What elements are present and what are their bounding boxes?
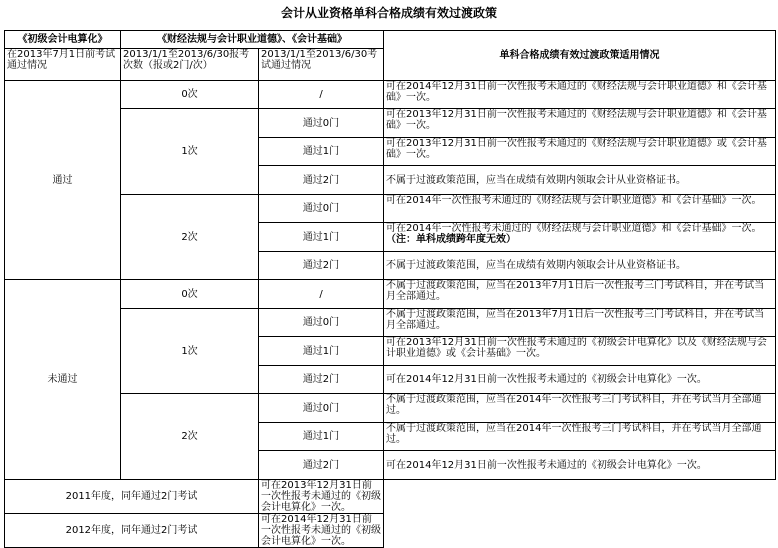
pass-count-cell: 通过2门	[259, 366, 384, 394]
times-cell: 1次	[121, 109, 259, 195]
year-cell: 2012年度，同年通过2门考试	[5, 514, 259, 548]
policy-cell: 可在2013年12月31日前一次性报考未通过的《财经法规与会计职业道德》和《会计基础》一次。	[384, 109, 776, 138]
header-col1: 《初级会计电算化》	[5, 31, 121, 49]
slash-cell: /	[259, 280, 384, 309]
group-fail: 未通过	[5, 280, 121, 480]
pass-count-cell: 通过0门	[259, 109, 384, 138]
pass-count-cell: 通过1门	[259, 337, 384, 366]
pass-count-cell: 通过1门	[259, 423, 384, 451]
table-row	[5, 394, 776, 423]
pass-count-cell: 通过0门	[259, 195, 384, 223]
policy-cell: 不属于过渡政策范围，应当在2014年一次性报考三门考试科目，并在考试当月全部通过。	[384, 394, 776, 423]
header-row-1	[5, 31, 776, 49]
table-row	[5, 109, 776, 138]
policy-cell: 不属于过渡政策范围，应当在2013年7月1日后一次性报考三门考试科目，并在考试当月全部通过。	[384, 309, 776, 337]
pass-count-cell: 通过2门	[259, 451, 384, 480]
policy-text: 可在2014年一次性报考未通过的《财经法规与会计职业道德》和《会计基础》一次。	[386, 223, 762, 234]
group-pass: 通过	[5, 81, 121, 280]
policy-cell: 可在2013年12月31日前一次性报考未通过的《初级会计电算化》一次。	[259, 480, 384, 514]
table-row	[5, 81, 776, 109]
pass-count-cell: 通过0门	[259, 394, 384, 423]
table-row	[5, 280, 776, 309]
policy-cell	[384, 223, 776, 252]
header-col23: 《财经法规与会计职业道德》、《会计基础》	[121, 31, 384, 49]
policy-note: （注：单科成绩跨年度无效）	[386, 234, 516, 245]
page-title: 会计从业资格单科合格成绩有效过渡政策	[280, 6, 497, 20]
times-cell: 1次	[121, 309, 259, 394]
table-row	[5, 309, 776, 337]
slash-cell: /	[259, 81, 384, 109]
policy-cell: 不属于过渡政策范围，应当在成绩有效期内领取会计从业资格证书。	[384, 252, 776, 280]
pass-count-cell: 通过0门	[259, 309, 384, 337]
policy-cell: 可在2014年12月31日前一次性报考未通过的《初级会计电算化》一次。	[259, 514, 384, 548]
pass-count-cell: 通过1门	[259, 138, 384, 166]
policy-table	[4, 30, 776, 548]
pass-count-cell: 通过2门	[259, 166, 384, 195]
policy-cell: 可在2013年12月31日前一次性报考未通过的《财经法规与会计职业道德》或《会计基础》一次。	[384, 138, 776, 166]
policy-cell: 可在2014年一次性报考未通过的《财经法规与会计职业道德》和《会计基础》一次。	[384, 195, 776, 223]
header-sub3: 2013/1/1至2013/6/30考试通过情况	[259, 49, 384, 81]
year-cell: 2011年度，同年通过2门考试	[5, 480, 259, 514]
times-cell: 0次	[121, 81, 259, 109]
times-cell: 0次	[121, 280, 259, 309]
pass-count-cell: 通过2门	[259, 252, 384, 280]
header-sub2: 2013/1/1至2013/6/30报考次数（报或2门/次）	[121, 49, 259, 81]
times-cell: 2次	[121, 195, 259, 280]
pass-count-cell: 通过1门	[259, 223, 384, 252]
policy-cell: 可在2014年12月31日前一次性报考未通过的《初级会计电算化》一次。	[384, 451, 776, 480]
header-sub1: 在2013年7月1日前考试通过情况	[5, 49, 121, 81]
policy-cell: 可在2014年12月31日前一次性报考未通过的《财经法规与会计职业道德》和《会计基础》一次。	[384, 81, 776, 109]
header-col4: 单科合格成绩有效过渡政策适用情况	[384, 31, 776, 81]
policy-cell: 可在2013年12月31日前一次性报考未通过的《初级会计电算化》以及《财经法规与会计职业道德》或《会计基础》一次。	[384, 337, 776, 366]
table-row	[5, 514, 776, 548]
policy-cell: 不属于过渡政策范围，应当在成绩有效期内领取会计从业资格证书。	[384, 166, 776, 195]
policy-cell: 不属于过渡政策范围，应当在2014年一次性报考三门考试科目，并在考试当月全部通过。	[384, 423, 776, 451]
policy-cell: 可在2014年12月31日前一次性报考未通过的《初级会计电算化》一次。	[384, 366, 776, 394]
policy-cell: 不属于过渡政策范围，应当在2013年7月1日后一次性报考三门考试科目，并在考试当月全部通过。	[384, 280, 776, 309]
table-row	[5, 480, 776, 514]
table-row	[5, 195, 776, 223]
times-cell: 2次	[121, 394, 259, 480]
